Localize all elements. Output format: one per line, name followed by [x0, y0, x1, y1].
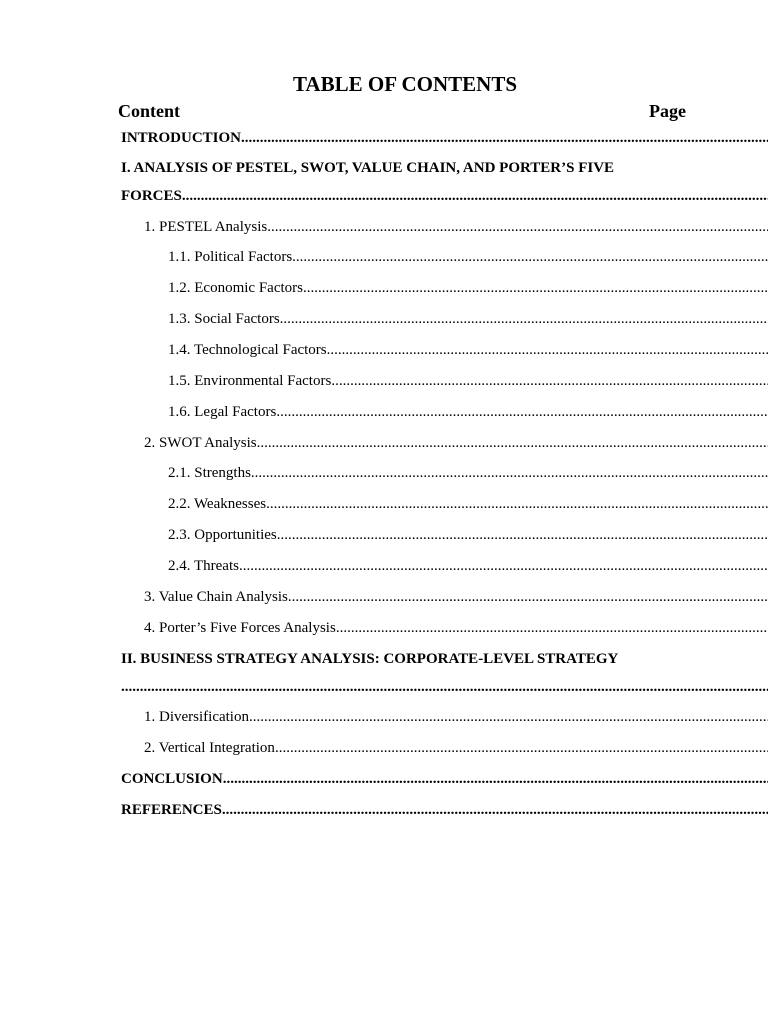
- toc-entry-label: 2.4. Threats: [168, 558, 239, 574]
- toc-entry[interactable]: [0, 277, 768, 299]
- page-title: TABLE OF CONTENTS: [292, 72, 518, 96]
- toc-entry[interactable]: [0, 401, 768, 423]
- toc-entry-label: 2. SWOT Analysis: [144, 435, 257, 451]
- toc-entry[interactable]: [0, 462, 768, 484]
- toc-entry-label: 4. Porter’s Five Forces Analysis: [144, 620, 336, 636]
- toc-entry[interactable]: [0, 246, 768, 268]
- dot-leader: [280, 311, 768, 327]
- content-column-header: Content: [118, 101, 180, 121]
- dot-leader: [303, 280, 768, 296]
- toc-entry[interactable]: [0, 799, 768, 821]
- dot-leader: [266, 496, 768, 512]
- page-column-header: Page: [649, 101, 686, 121]
- toc-entry[interactable]: [0, 586, 768, 608]
- toc-entry-label: 1.2. Economic Factors: [168, 280, 303, 296]
- toc-entry-label: CONCLUSION: [121, 771, 223, 787]
- toc-entry-label: 1.6. Legal Factors: [168, 404, 277, 420]
- toc-entry-label: II. BUSINESS STRATEGY ANALYSIS: CORPORATE-LEVEL STRATEGY: [121, 651, 619, 667]
- toc-entry[interactable]: [0, 216, 768, 238]
- dot-leader: [276, 404, 768, 420]
- dot-leader: [336, 620, 768, 636]
- dot-leader: [223, 771, 768, 787]
- toc-entry[interactable]: [0, 555, 768, 577]
- toc-entry[interactable]: [0, 768, 768, 790]
- toc-entry-label: 1.1. Political Factors: [168, 249, 293, 265]
- toc-entry[interactable]: [0, 432, 768, 454]
- dot-leader: [331, 373, 768, 389]
- dot-leader: [267, 219, 768, 235]
- dot-leader: [275, 740, 768, 756]
- toc-entry-label: 2.2. Weaknesses: [168, 496, 267, 512]
- dot-leader: [249, 709, 768, 725]
- toc-entry[interactable]: [0, 339, 768, 361]
- dot-leader: [241, 130, 768, 146]
- toc-entry-label: INTRODUCTION: [121, 130, 242, 146]
- toc-entry-label: I. ANALYSIS OF PESTEL, SWOT, VALUE CHAIN, AND PORTER’S FIVE: [121, 160, 615, 176]
- toc-entry[interactable]: [0, 493, 768, 515]
- dot-leader: [239, 558, 768, 574]
- toc-entry-label: 1. PESTEL Analysis: [144, 219, 268, 235]
- toc-entry[interactable]: [0, 185, 768, 207]
- toc-entry-label: 2.3. Opportunities: [168, 527, 277, 543]
- toc-entry[interactable]: [0, 737, 768, 759]
- toc-entry-label: 1.3. Social Factors: [168, 311, 280, 327]
- dot-leader: [222, 802, 768, 818]
- toc-entry-label: 3. Value Chain Analysis: [144, 589, 288, 605]
- toc-entry-label: 1.5. Environmental Factors: [168, 373, 332, 389]
- toc-entry[interactable]: [0, 706, 768, 728]
- toc-entry-label: 2. Vertical Integration: [144, 740, 275, 756]
- dot-leader: [292, 249, 768, 265]
- dot-leader: [182, 188, 768, 204]
- dot-leader: [251, 465, 768, 481]
- dot-leader: [257, 435, 768, 451]
- toc-entry[interactable]: [0, 617, 768, 639]
- dot-leader: [288, 589, 768, 605]
- toc-entry-label: 1.4. Technological Factors: [168, 342, 327, 358]
- toc-entry-label: REFERENCES: [121, 802, 222, 818]
- toc-entry-label: 1. Diversification: [144, 709, 249, 725]
- dot-leader: [327, 342, 768, 358]
- toc-entry[interactable]: [0, 308, 768, 330]
- toc-entry[interactable]: [0, 524, 768, 546]
- toc-entry-label: 2.1. Strengths: [168, 465, 251, 481]
- toc-entry[interactable]: [0, 370, 768, 392]
- toc-entry[interactable]: [0, 676, 768, 698]
- toc-entry[interactable]: [0, 648, 768, 670]
- toc-entry[interactable]: [0, 127, 768, 149]
- toc-entry-label: FORCES: [121, 188, 182, 204]
- dot-leader: [277, 527, 768, 543]
- toc-entry[interactable]: [0, 157, 768, 179]
- dot-leader: [121, 679, 768, 695]
